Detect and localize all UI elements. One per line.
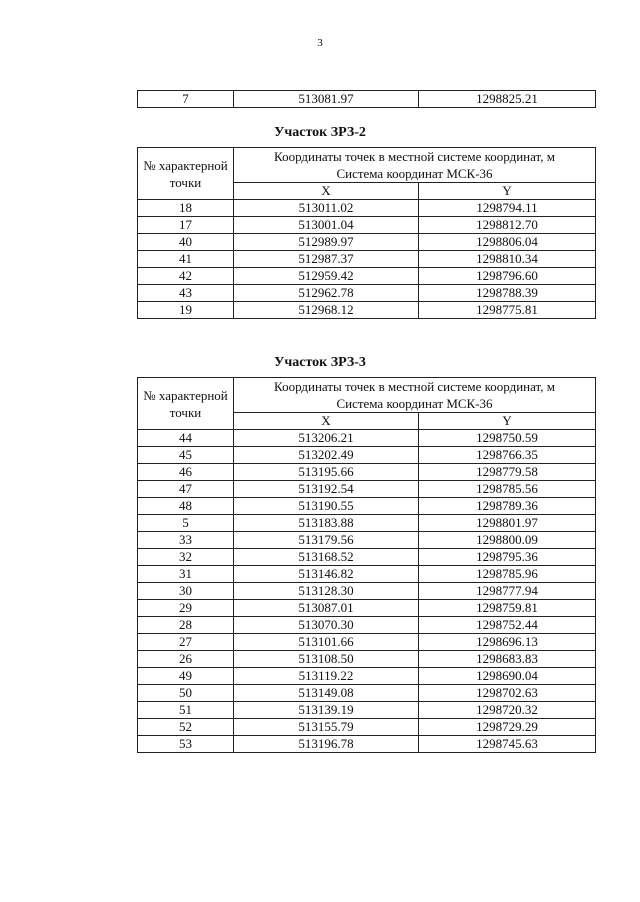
- point-number: 51: [138, 702, 234, 719]
- point-number: 17: [138, 217, 234, 234]
- section-title-zrz-3: Участок ЗРЗ-3: [274, 355, 366, 370]
- point-number: 46: [138, 464, 234, 481]
- coord-y: 1298806.04: [419, 234, 596, 251]
- point-number: 50: [138, 685, 234, 702]
- coord-y: 1298788.39: [419, 285, 596, 302]
- coord-x: 512962.78: [234, 285, 419, 302]
- table-row: [138, 251, 596, 268]
- continuation-table: [137, 90, 596, 108]
- coord-y: 1298777.94: [419, 583, 596, 600]
- coord-y: 1298702.63: [419, 685, 596, 702]
- table-row: [138, 702, 596, 719]
- coord-y: 1298810.34: [419, 251, 596, 268]
- coord-y: 1298696.13: [419, 634, 596, 651]
- table-row: [138, 481, 596, 498]
- coord-x: 513196.78: [234, 736, 419, 753]
- coord-x: 512989.97: [234, 234, 419, 251]
- point-number: 43: [138, 285, 234, 302]
- coord-x: 513192.54: [234, 481, 419, 498]
- table-row: [138, 549, 596, 566]
- page-number: 3: [317, 37, 323, 49]
- header-x: X: [234, 413, 419, 430]
- coords-table-zrz-2: [137, 147, 596, 319]
- table-row: [138, 532, 596, 549]
- coord-y: 1298779.58: [419, 464, 596, 481]
- table-row: [138, 719, 596, 736]
- header-coordinates-line2: Система координат МСК-36: [336, 166, 493, 181]
- table-row: [138, 285, 596, 302]
- table-row: [138, 217, 596, 234]
- coord-y: 1298825.21: [419, 91, 596, 108]
- header-y: Y: [419, 413, 596, 430]
- coord-x: 512959.42: [234, 268, 419, 285]
- header-point-number: № характерной точки: [138, 378, 234, 430]
- coord-x: 513119.22: [234, 668, 419, 685]
- point-number: 32: [138, 549, 234, 566]
- point-number: 40: [138, 234, 234, 251]
- table-row: [138, 302, 596, 319]
- coord-y: 1298729.29: [419, 719, 596, 736]
- coord-x: 513128.30: [234, 583, 419, 600]
- table-row: [138, 634, 596, 651]
- coord-x: 513183.88: [234, 515, 419, 532]
- coord-y: 1298794.11: [419, 200, 596, 217]
- point-number: 26: [138, 651, 234, 668]
- table-row: [138, 736, 596, 753]
- table-row: [138, 234, 596, 251]
- table-row: [138, 498, 596, 515]
- coord-x: 513149.08: [234, 685, 419, 702]
- table-row: [138, 464, 596, 481]
- point-number: 7: [138, 91, 234, 108]
- coord-x: 513155.79: [234, 719, 419, 736]
- coord-y: 1298759.81: [419, 600, 596, 617]
- coord-x: 513146.82: [234, 566, 419, 583]
- table-row: [138, 268, 596, 285]
- coord-x: 513179.56: [234, 532, 419, 549]
- table-row: [138, 200, 596, 217]
- header-coordinates-line1: Координаты точек в местной системе координат, м: [274, 149, 555, 164]
- coord-x: 513195.66: [234, 464, 419, 481]
- table-row: [138, 583, 596, 600]
- coord-x: 512968.12: [234, 302, 419, 319]
- point-number: 42: [138, 268, 234, 285]
- coord-x: 513011.02: [234, 200, 419, 217]
- point-number: 52: [138, 719, 234, 736]
- point-number: 31: [138, 566, 234, 583]
- coord-y: 1298720.32: [419, 702, 596, 719]
- point-number: 29: [138, 600, 234, 617]
- coord-y: 1298812.70: [419, 217, 596, 234]
- point-number: 44: [138, 430, 234, 447]
- table-row: [138, 600, 596, 617]
- coord-y: 1298752.44: [419, 617, 596, 634]
- coord-y: 1298750.59: [419, 430, 596, 447]
- coord-x: 513139.19: [234, 702, 419, 719]
- coord-x: 513168.52: [234, 549, 419, 566]
- header-x: X: [234, 183, 419, 200]
- header-coordinates-line1: Координаты точек в местной системе координат, м: [274, 379, 555, 394]
- point-number: 49: [138, 668, 234, 685]
- coord-y: 1298785.96: [419, 566, 596, 583]
- coord-y: 1298690.04: [419, 668, 596, 685]
- table-row: [138, 430, 596, 447]
- point-number: 30: [138, 583, 234, 600]
- coord-x: 513101.66: [234, 634, 419, 651]
- table-row: [138, 617, 596, 634]
- point-number: 5: [138, 515, 234, 532]
- point-number: 18: [138, 200, 234, 217]
- coord-x: 513087.01: [234, 600, 419, 617]
- table-row: [138, 447, 596, 464]
- coord-x: 513202.49: [234, 447, 419, 464]
- coords-table-zrz-3: [137, 377, 596, 753]
- point-number: 33: [138, 532, 234, 549]
- coord-y: 1298766.35: [419, 447, 596, 464]
- table-row: [138, 651, 596, 668]
- coord-x: 513108.50: [234, 651, 419, 668]
- coord-y: 1298800.09: [419, 532, 596, 549]
- point-number: 41: [138, 251, 234, 268]
- point-number: 27: [138, 634, 234, 651]
- point-number: 53: [138, 736, 234, 753]
- point-number: 48: [138, 498, 234, 515]
- coord-x: 513001.04: [234, 217, 419, 234]
- table-row: [138, 566, 596, 583]
- coord-y: 1298785.56: [419, 481, 596, 498]
- coord-y: 1298775.81: [419, 302, 596, 319]
- coord-x: 513206.21: [234, 430, 419, 447]
- coord-y: 1298796.60: [419, 268, 596, 285]
- coord-y: 1298789.36: [419, 498, 596, 515]
- coord-x: 513070.30: [234, 617, 419, 634]
- coord-x: 513081.97: [234, 91, 419, 108]
- table-row: [138, 91, 596, 108]
- header-y: Y: [419, 183, 596, 200]
- header-coordinates-line2: Система координат МСК-36: [336, 396, 493, 411]
- table-row: [138, 515, 596, 532]
- coord-y: 1298801.97: [419, 515, 596, 532]
- coord-y: 1298745.63: [419, 736, 596, 753]
- section-title-zrz-2: Участок ЗРЗ-2: [274, 125, 366, 140]
- table-row: [138, 685, 596, 702]
- table-row: [138, 668, 596, 685]
- coord-y: 1298795.36: [419, 549, 596, 566]
- point-number: 28: [138, 617, 234, 634]
- header-coordinates: [234, 148, 596, 183]
- coord-y: 1298683.83: [419, 651, 596, 668]
- header-point-number: № характерной точки: [138, 148, 234, 200]
- coord-x: 512987.37: [234, 251, 419, 268]
- header-coordinates: [234, 378, 596, 413]
- point-number: 19: [138, 302, 234, 319]
- point-number: 47: [138, 481, 234, 498]
- point-number: 45: [138, 447, 234, 464]
- coord-x: 513190.55: [234, 498, 419, 515]
